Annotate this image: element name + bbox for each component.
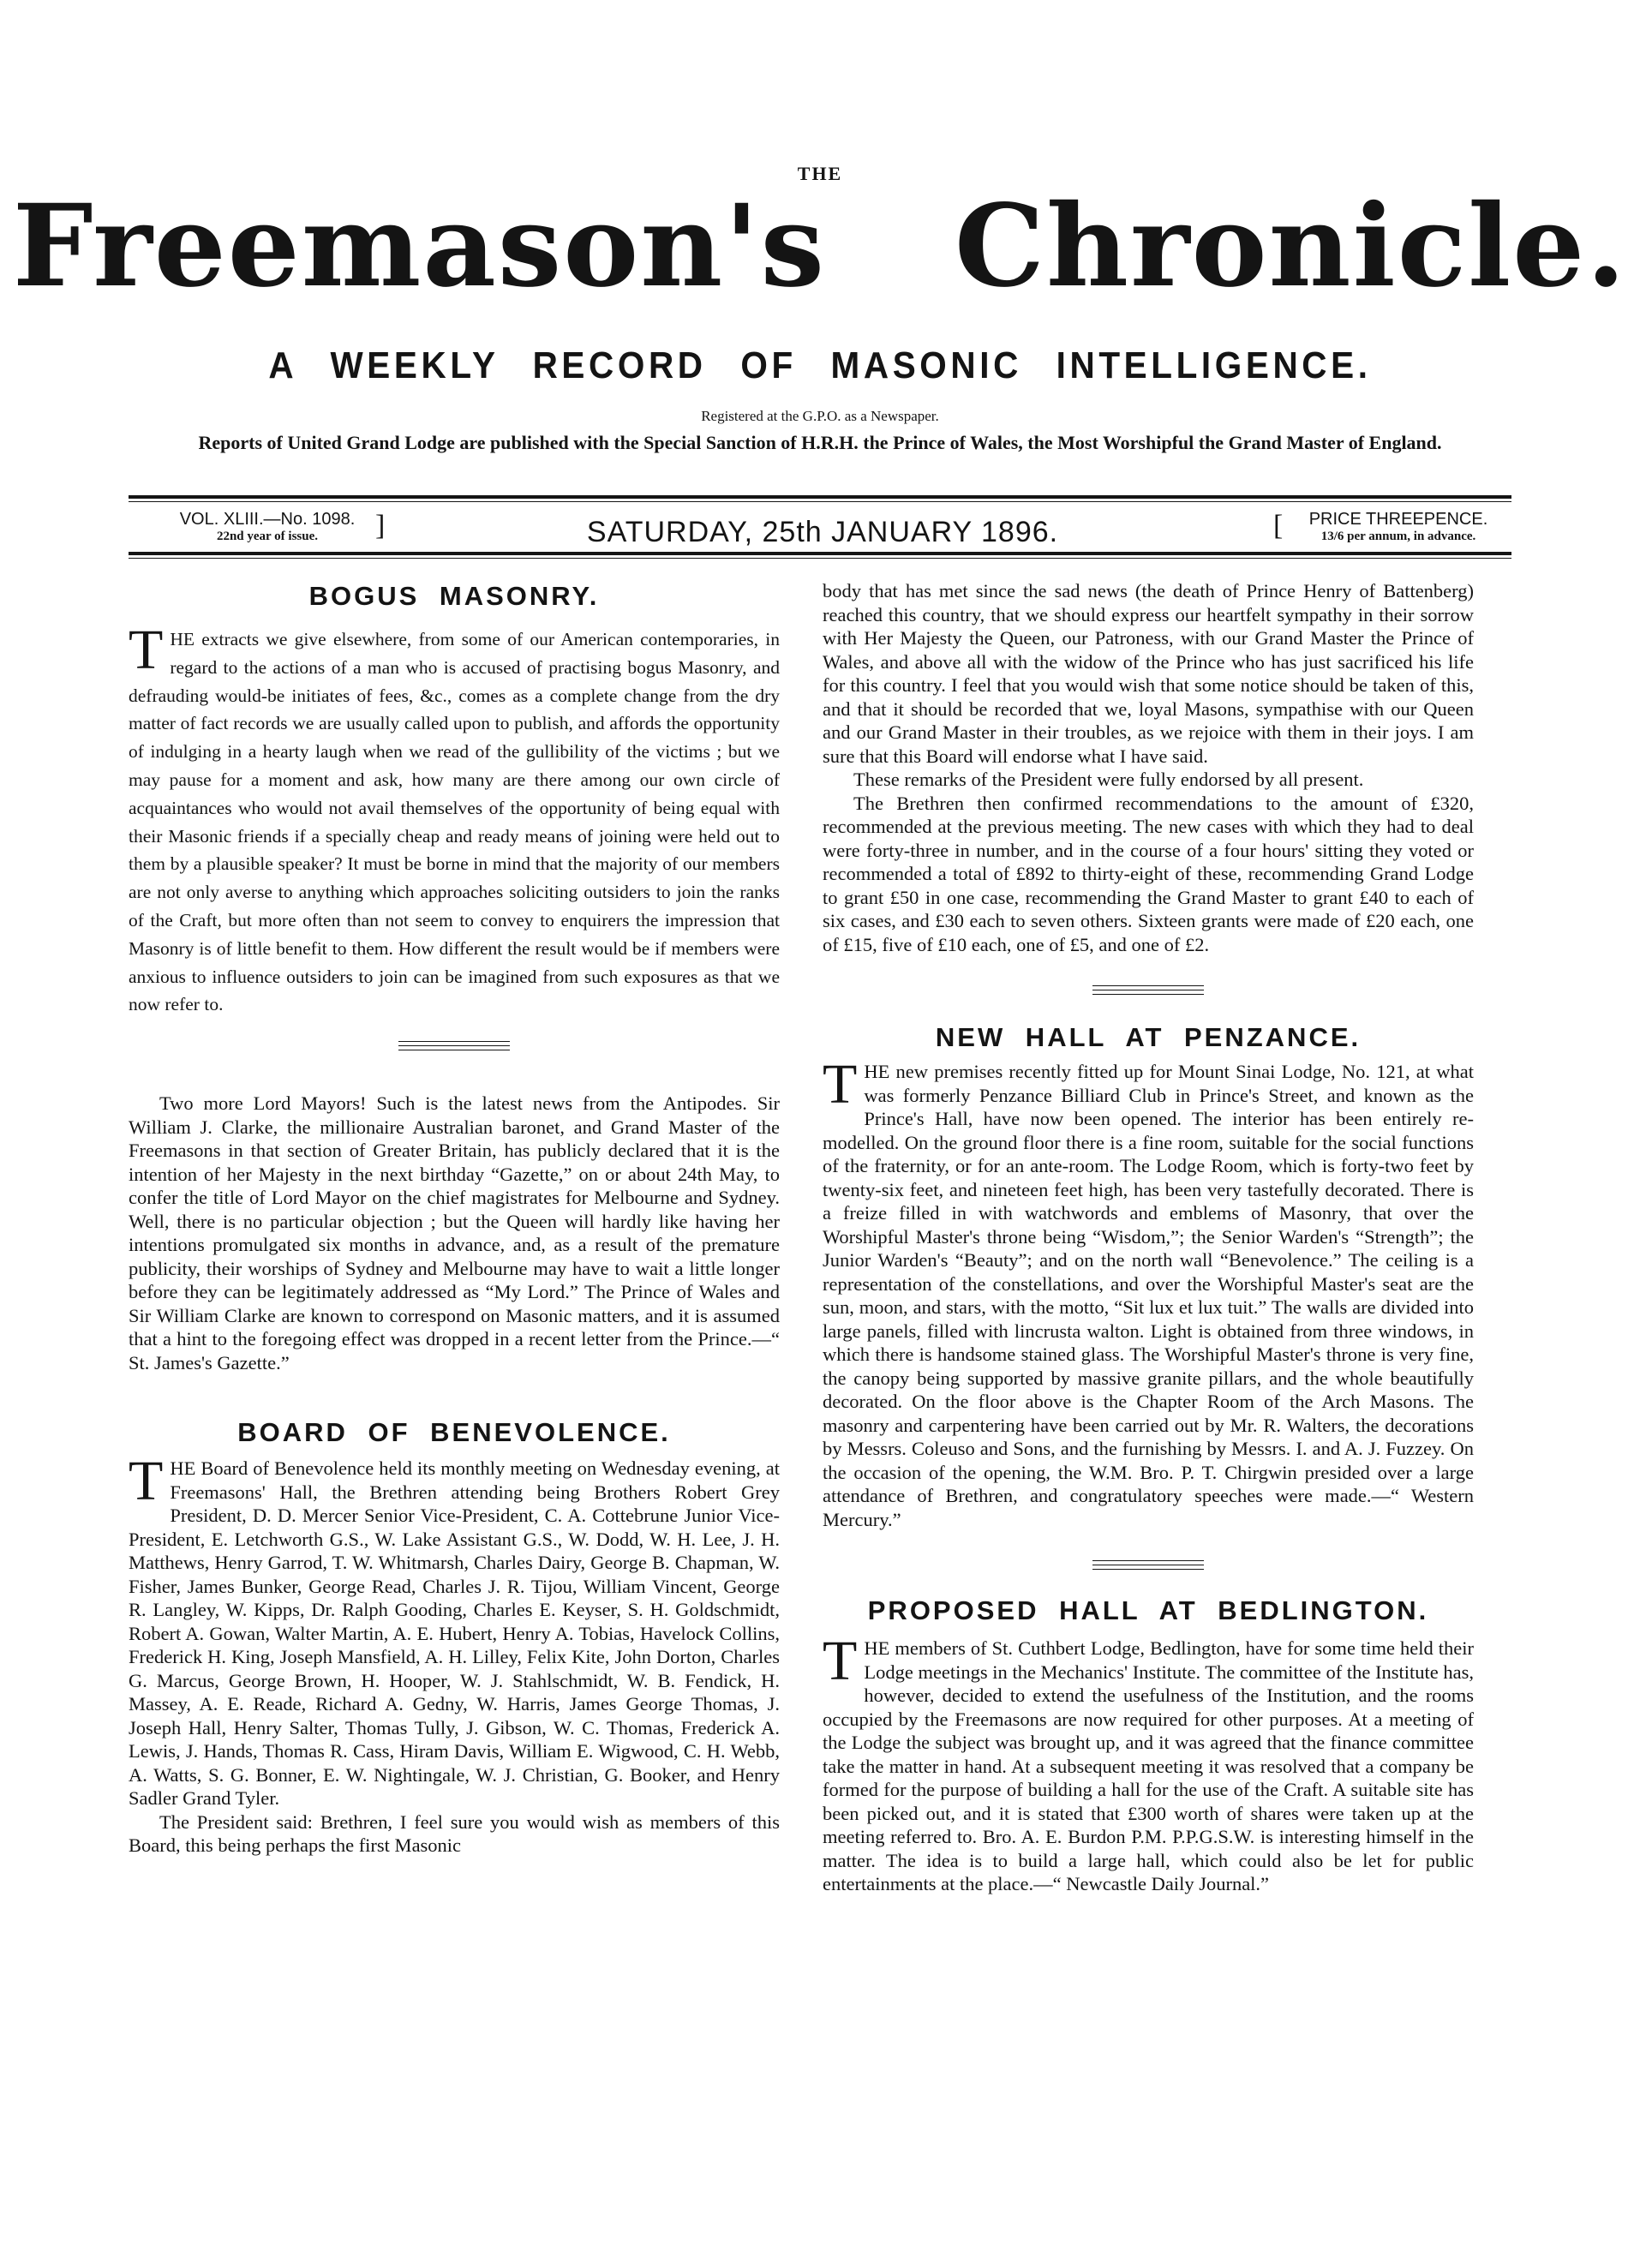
section-separator (1092, 985, 1204, 995)
right-column (823, 579, 1474, 1896)
article-body-benevolence-2: The President said: Brethren, I feel sure you would wish as members of this Board, this being perhaps the first Masonic (129, 1810, 780, 1857)
section-separator (1092, 1560, 1204, 1570)
title-left: Freemason's (12, 180, 826, 313)
dropcap: T (823, 1053, 858, 1116)
article-body-bedlington: THE members of St. Cuthbert Lodge, Bedlington, have for some time held their Lodge meetings in the Mechanics' Institute. The committee of the Institute has, however, decided to extend the usefulness of the Institution, and the rooms occupied by the Freemasons are now required for other purposes. At a meeting of the Lodge the subject was brought up, and it was agreed that the finance committee take the matter in hand. At a subsequent meeting it was resolved that a company be formed for the purpose of building a hall for the use of the Craft. A suitable site has been picked out, and it is stated that £300 worth of shares were taken up at the meeting referred to. Bro. A. E. Burdon P.M. P.P.G.S.W. is interesting himself in the matter. The idea is to build a large hall, which could also be let for public entertainments at the place.—“ Newcastle Daily Journal.” (823, 1630, 1474, 1894)
bracket-right-decoration: ] (375, 510, 386, 542)
issue-volume-block (165, 511, 370, 545)
issue-subscription: 13/6 per annum, in advance. (1320, 530, 1476, 543)
issue-date: SATURDAY, 25th JANUARY 1896. (586, 516, 1059, 548)
article-heading-benevolence: BOARD OF BENEVOLENCE. (237, 1417, 671, 1448)
section-separator (398, 1041, 510, 1050)
article-body-benevolence-cont2: These remarks of the President were fully endorsed by all present. (853, 769, 1364, 790)
masthead-rule (129, 495, 1511, 499)
article-heading-bogus: BOGUS MASONRY. (308, 581, 600, 611)
newspaper-title (0, 178, 1640, 315)
issue-price: PRICE THREEPENCE. (1308, 510, 1488, 529)
dropcap: T (129, 1450, 164, 1513)
newspaper-subtitle: A WEEKLY RECORD OF MASONIC INTELLIGENCE. (268, 344, 1372, 386)
article-body-penzance: THE new premises recently fitted up for Mount Sinai Lodge, No. 121, at what was formerly Penzance Billiard Club in Prince's Street, and known as the Prince's Hall, have now been opened. The interior has been entirely re-modelled. On the ground floor there is a fine room, suitable for the social functions of the fraternity, or for an ante-room. The Lodge Room, which is forty-two feet by twenty-six feet, and nineteen feet high, has been very tastefully decorated. There is a freize filled in with watchwords and emblems of Masonry, that over the Worshipful Master's throne being “Wisdom,”; the Senior Warden's “Strength”; the Junior Warden's “Beauty”; and on the north wall “Benevolence.” The ceiling is a representation of the constellations, and over the Worshipful Master's seat are the sun, moon, and stars, with the motto, “Sit lux et lux tuit.” The walls are divided into large panels, filled with lincrusta walton. Light is obtained from three windows, in which there is handsome stained glass. The Worshipful Master's throne is very fine, the canopy being supported by massive granite pillars, and the whole beautifully decorated. On the floor above is the Chapter Room of the Arch Masons. The masonry and carpentering have been carried out by Mr. R. Walters, the decorations by Messrs. Coleuso and Sons, and the furnishing by Messrs. I. and A. J. Fuzzey. On the occasion of the opening, the W.M. Bro. P. T. Chirgwin presided over a large attendance of Brethren, and congratulatory speeches were made.—“ Western Mercury.” (823, 1053, 1474, 1530)
dateline-rule-thin (129, 558, 1511, 559)
dateline-rule (129, 552, 1511, 555)
article-body-benevolence-cont: body that has met since the sad news (the death of Prince Henry of Battenberg) reached this country, that we should express our heartfelt sympathy in their sorrow with Her Majesty the Queen, our Patroness, with our Grand Master the Prince of Wales, and above all with the widow of the Prince who has just sacrificed his life for this country. I feel that you would wish that some notice should be taken of this, and that it should be recorded that we, loyal Masons, sympathise with our Queen and our Grand Master in their troubles, as we rejoice with them in their joys. I am sure that this Board will endorse what I have said. (823, 580, 1474, 767)
article-heading-bedlington: PROPOSED HALL AT BEDLINGTON. (867, 1595, 1429, 1625)
masthead-rule-thin (129, 501, 1511, 502)
article-body-lord-mayors: Two more Lord Mayors! Such is the latest news from the Antipodes. Sir William J. Clarke, the millionaire Australian baronet, and Grand Master of the Freemasons in that section of Greater Britain, has publicly declared that it is the intention of her Majesty in the next birthday “Gazette,” on or about 24th May, to confer the title of Lord Mayor on the chief magistrates for Melbourne and Sydney. Well, there is no particular objection ; but the Queen will hardly like having her intentions promulgated six months in advance, and, as a result of the premature publicity, their worships of Sydney and Melbourne may have to wait a little longer before they can be legitimately addressed as “My Lord.” The Prince of Wales and Sir William Clarke are known to correspond on Masonic matters, and it is assumed that a hint to the foregoing effect was dropped in a recent letter from the Prince.—“ St. James's Gazette.” (129, 1092, 780, 1373)
article-heading-penzance: NEW HALL AT PENZANCE. (935, 1022, 1362, 1052)
issue-volume: VOL. XLIII.—No. 1098. (179, 510, 356, 529)
bracket-left-decoration: [ (1273, 510, 1284, 542)
dropcap: T (129, 619, 164, 681)
article-body-benevolence-cont3: The Brethren then confirmed recommendations to the amount of £320, recommended at the previous meeting. The new cases with which they had to deal were forty-three in number, and in the course of a four hours' sitting they voted or recommended a total of £892 to thirty-eight of these, recommending Grand Lodge to grant £50 in one case, recommending the Grand Master to grant £40 to each of six cases, and £30 each to seven others. Sixteen grants were made of £20 each, one of £15, five of £10 each, one of £5, and one of £2. (823, 792, 1474, 955)
sanction-note: Reports of United Grand Lodge are published with the Special Sanction of H.R.H. the Prince of Wales, the Most Worshipful the Grand Master of England. (198, 432, 1442, 453)
article-body-bogus: THE extracts we give elsewhere, from some of our American contemporaries, in regard to the actions of a man who is accused of practising bogus Masonry, and defrauding would-be initiates of fees, &c., comes as a complete change from the dry matter of fact records we are usually called upon to publish, and affords the opportunity of indulging in a hearty laugh when we read of the gullibility of the victims ; but we may pause for a moment and ask, how many are there among our own circle of acquaintances who would not avail themselves of the opportunity of being equal with their Masonic friends if a specially cheap and ready means of joining were held out to them by a plausible speaker? It must be borne in mind that the majority of our members are not only averse to anything which approaches soliciting outsiders to join the ranks of the Craft, but more often than not seem to convey to enquirers the impression that Masonry is of little benefit to them. How different the result would be if members were anxious to influence outsiders to join can be imagined from such exposures as that we now refer to. (129, 619, 780, 1015)
left-column (129, 572, 780, 1858)
issue-price-block (1287, 511, 1510, 545)
registration-note: Registered at the G.P.O. as a Newspaper. (701, 408, 939, 424)
masthead-the: THE (797, 163, 843, 184)
issue-year: 22nd year of issue. (216, 530, 319, 543)
dropcap: T (823, 1630, 858, 1692)
article-body-benevolence: THE Board of Benevolence held its monthly meeting on Wednesday evening, at Freemasons' Hall, the Brethren attending being Brothers Robert Grey President, D. D. Mercer Senior Vice-President, C. A. Cottebrune Junior Vice-President, E. Letchworth G.S., W. Lake Assistant G.S., W. Dodd, W. H. Lee, J. H. Matthews, Henry Garrod, T. W. Whitmarsh, Charles Dairy, George B. Chapman, W. Fisher, James Bunker, George Read, Charles J. R. Tijou, William Vincent, George R. Langley, W. Kipps, Dr. Ralph Gooding, Charles E. Keyser, S. H. Goldschmidt, Robert A. Gowan, Walter Martin, A. E. Hubert, Henry A. Tobias, Havelock Collins, Frederick H. King, Joseph Mansfield, A. H. Lilley, Felix Kite, John Dorton, Charles G. Marcus, George Brown, H. Hooper, W. J. Stahlschmidt, W. B. Fendick, H. Massey, A. E. Reade, Richard A. Gedny, W. Harris, James George Thomas, J. Joseph Hall, Henry Salter, Thomas Tully, J. Gibson, W. C. Thomas, Frederick A. Lewis, J. Hands, Thomas R. Cass, Hiram Davis, William E. Wigwood, C. H. Webb, A. Watts, S. G. Bonner, E. W. Nightingale, W. J. Christian, G. Booker, and Henry Sadler Grand Tyler. (129, 1450, 780, 1810)
title-right: Chronicle. (954, 180, 1628, 313)
